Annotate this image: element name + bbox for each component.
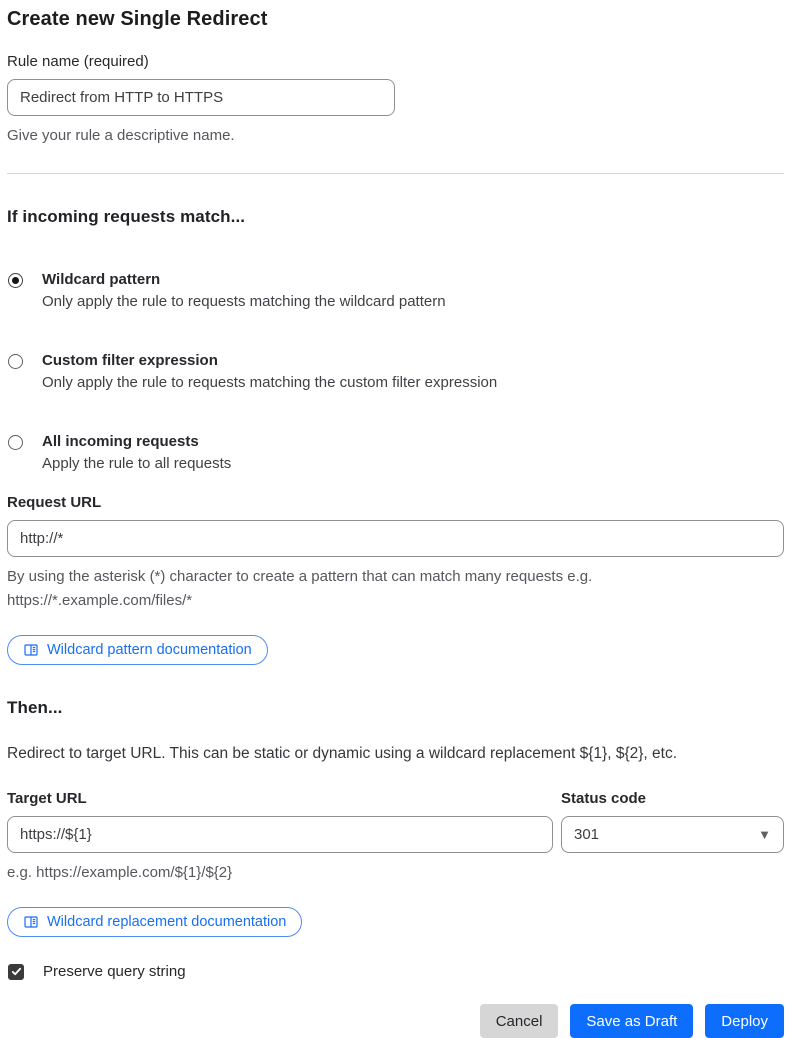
status-code-label: Status code	[561, 790, 647, 807]
radio-label: Wildcard pattern	[42, 271, 161, 288]
cancel-button[interactable]: Cancel	[480, 1004, 559, 1038]
doc-button-label: Wildcard pattern documentation	[47, 642, 252, 658]
chevron-down-icon: ▼	[758, 827, 771, 842]
target-url-label: Target URL	[7, 790, 87, 807]
radio-option-custom-filter-expression[interactable]	[7, 352, 784, 391]
then-intro-text: Redirect to target URL. This can be static or dynamic using a wildcard replacement ${1}, ${2}, etc.	[7, 745, 678, 762]
request-url-input[interactable]	[7, 520, 784, 557]
target-url-help: e.g. https://example.com/${1}/${2}	[7, 864, 233, 881]
target-url-input[interactable]	[7, 816, 553, 853]
radio-option-all-incoming-requests[interactable]	[7, 433, 784, 472]
radio-option-wildcard-pattern[interactable]	[7, 271, 784, 310]
radio-label: Custom filter expression	[42, 352, 218, 369]
save-as-draft-button[interactable]: Save as Draft	[570, 1004, 693, 1038]
form-footer	[7, 1004, 784, 1038]
book-icon	[23, 642, 39, 658]
match-section-heading: If incoming requests match...	[7, 207, 246, 226]
radio-button-icon[interactable]	[8, 273, 23, 288]
section-divider	[7, 173, 784, 174]
status-code-select[interactable]	[561, 816, 784, 853]
status-code-value: 301	[574, 826, 600, 843]
request-url-help: By using the asterisk (*) character to create a pattern that can match many requests e.g. https://*.example.com/files/*	[7, 568, 593, 609]
deploy-button[interactable]: Deploy	[705, 1004, 784, 1038]
check-icon[interactable]	[8, 964, 24, 980]
doc-button-label: Wildcard replacement documentation	[47, 914, 287, 930]
radio-button-icon[interactable]	[8, 435, 23, 450]
wildcard-pattern-documentation-button[interactable]	[7, 635, 268, 665]
radio-label: All incoming requests	[42, 433, 199, 450]
preserve-query-string-checkbox[interactable]	[7, 963, 784, 980]
checkbox-label: Preserve query string	[43, 963, 186, 980]
book-icon	[23, 914, 39, 930]
rule-name-label: Rule name (required)	[7, 53, 149, 70]
radio-description: Only apply the rule to requests matching the wildcard pattern	[42, 293, 446, 310]
rule-name-help: Give your rule a descriptive name.	[7, 127, 235, 144]
page-title: Create new Single Redirect	[7, 8, 268, 30]
radio-description: Apply the rule to all requests	[42, 455, 232, 472]
then-section-heading: Then...	[7, 698, 63, 717]
radio-button-icon[interactable]	[8, 354, 23, 369]
radio-description: Only apply the rule to requests matching the custom filter expression	[42, 374, 498, 391]
request-url-label: Request URL	[7, 494, 102, 511]
rule-name-input[interactable]	[7, 79, 395, 116]
wildcard-replacement-documentation-button[interactable]	[7, 907, 302, 937]
